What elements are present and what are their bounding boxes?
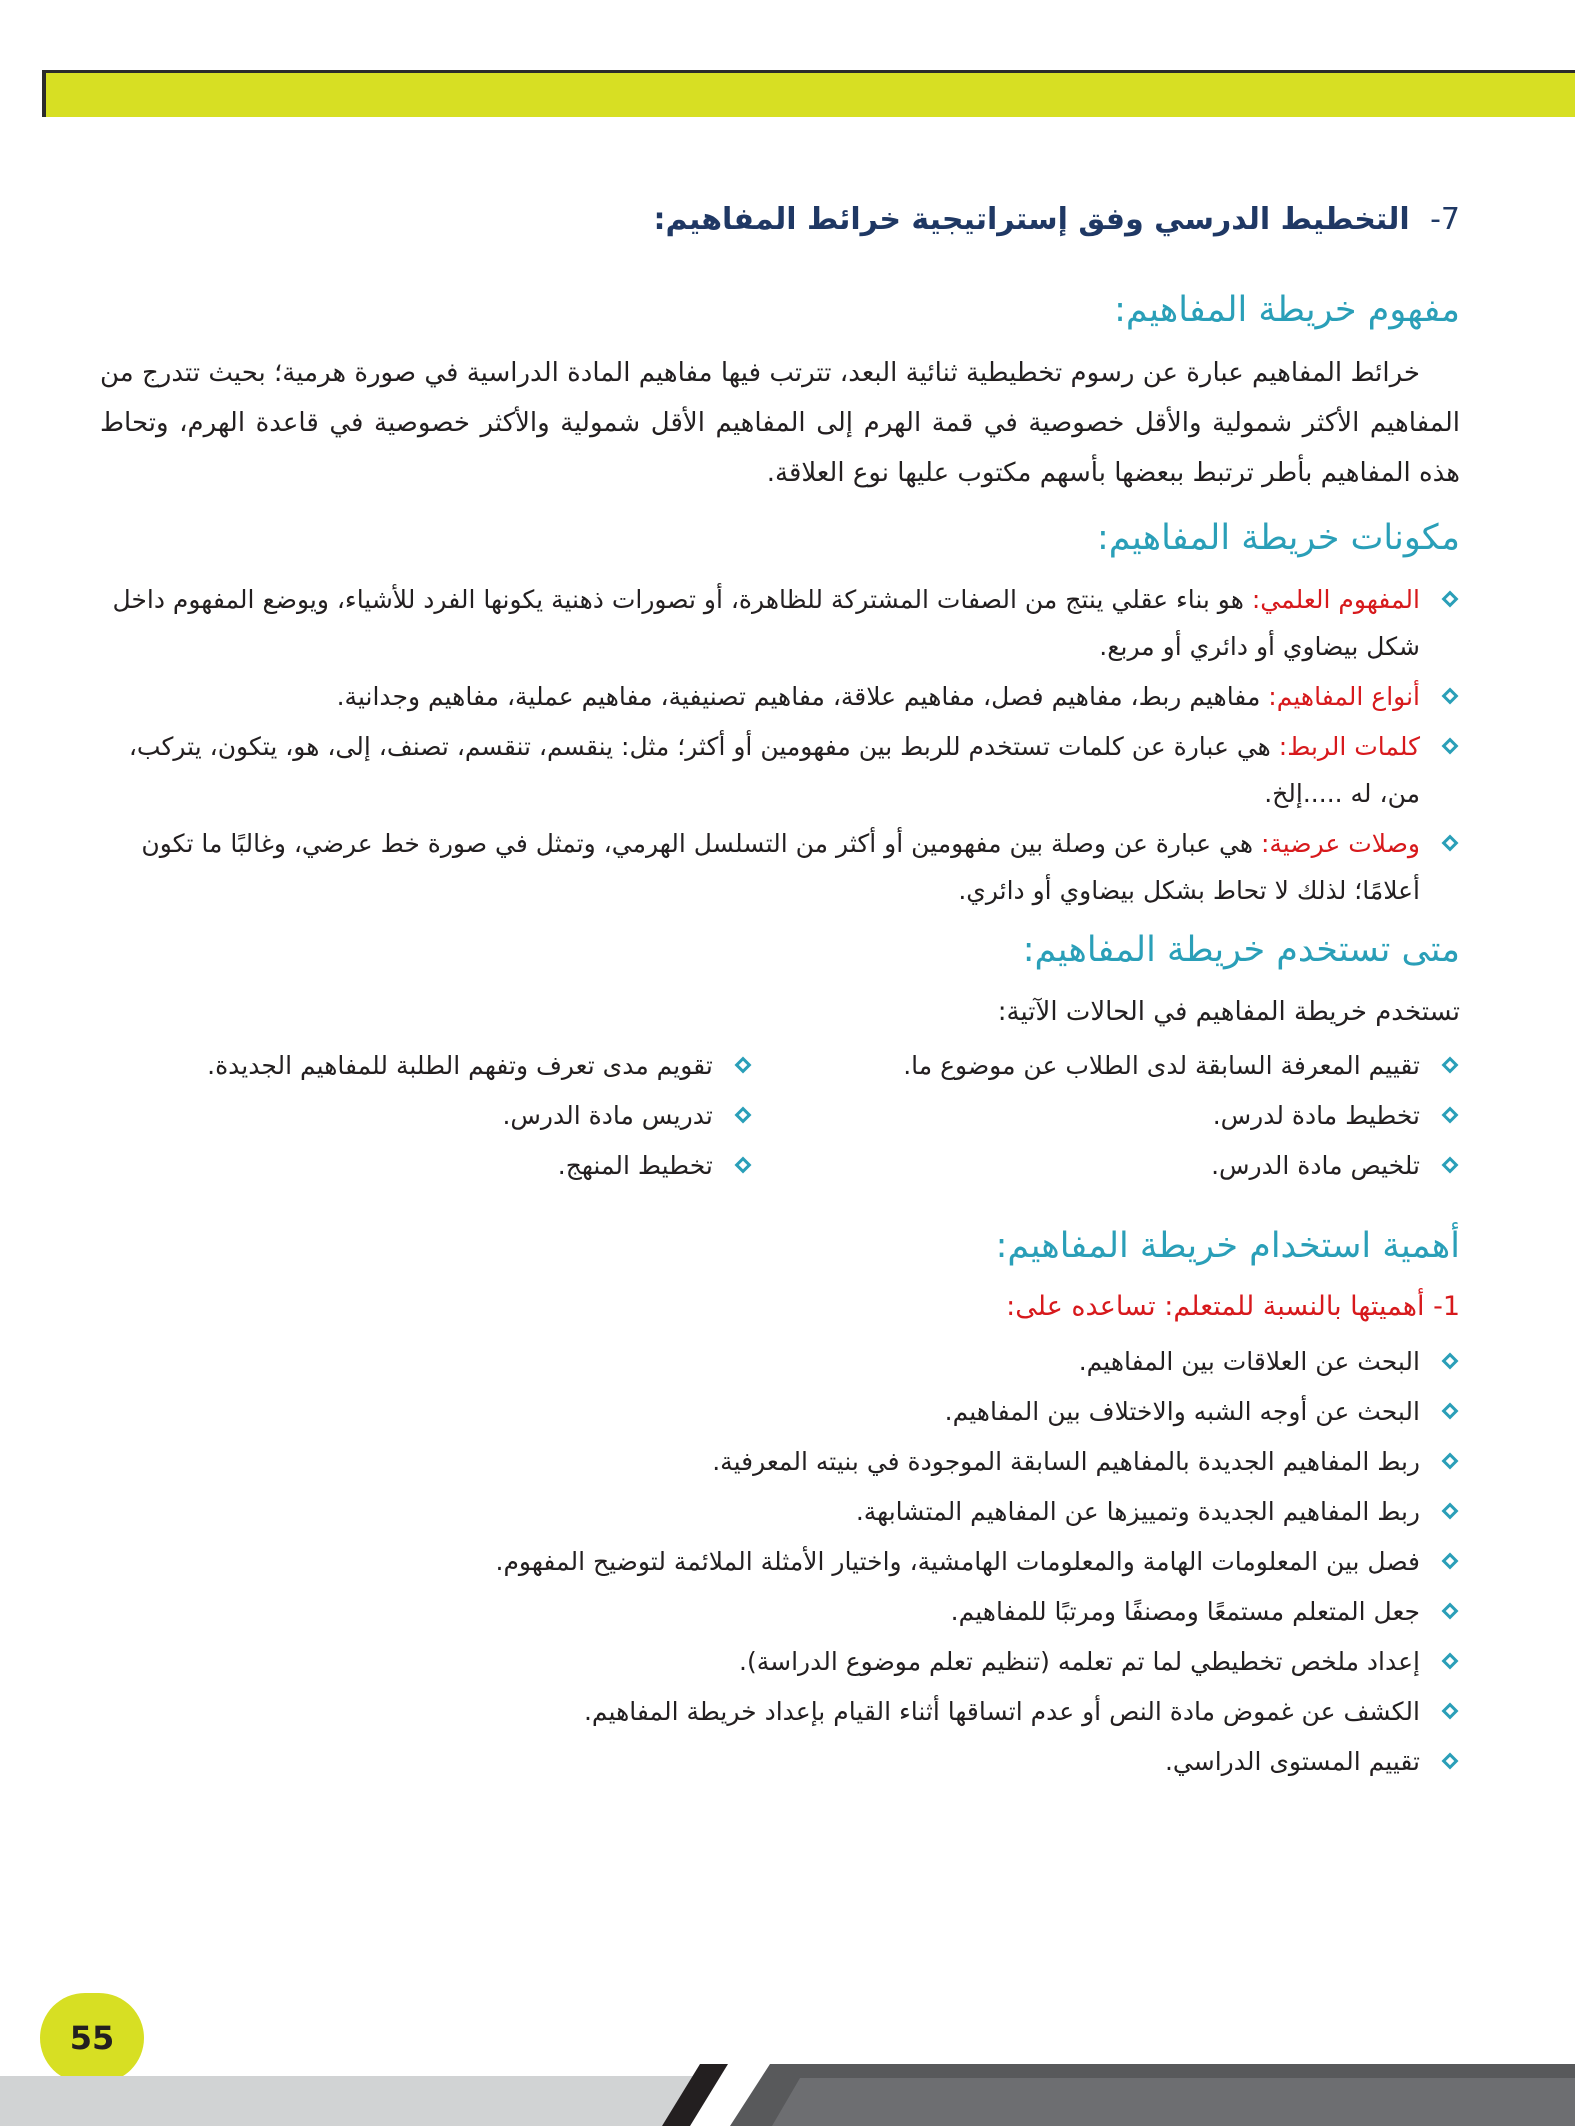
item-text: الكشف عن غموض مادة النص أو عدم اتساقها أثناء القيام بإعداد خريطة المفاهيم. bbox=[583, 1697, 1420, 1726]
item-text: هو بناء عقلي ينتج من الصفات المشتركة للظاهرة، أو تصورات ذهنية يكونها الفرد للأشياء، ويوضع المفهوم داخل شكل بيضاوي أو دائري أو مربع. bbox=[112, 585, 1420, 661]
when-intro: تستخدم خريطة المفاهيم في الحالات الآتية: bbox=[997, 997, 1460, 1027]
list-item bbox=[100, 1688, 1460, 1735]
section-title-components: مكونات خريطة المفاهيم: bbox=[1096, 518, 1460, 558]
list-item bbox=[100, 1488, 1460, 1535]
bullet-icon bbox=[1442, 1653, 1459, 1670]
bullet-icon bbox=[1442, 591, 1459, 608]
bullet-icon bbox=[1442, 1157, 1459, 1174]
item-text: تدريس مادة الدرس. bbox=[502, 1101, 713, 1130]
item-text: البحث عن أوجه الشبه والاختلاف بين المفاهيم. bbox=[944, 1397, 1420, 1426]
importance-subtitle: 1- أهميتها بالنسبة للمتعلم: تساعده على: bbox=[1006, 1291, 1460, 1322]
list-item bbox=[100, 1638, 1460, 1685]
item-text: ربط المفاهيم الجديدة وتمييزها عن المفاهيم المتشابهة. bbox=[855, 1497, 1420, 1526]
list-item bbox=[100, 673, 1460, 720]
bullet-icon bbox=[1442, 738, 1459, 755]
section-title-when: متى تستخدم خريطة المفاهيم: bbox=[1022, 930, 1460, 970]
item-text: إعداد ملخص تخطيطي لما تم تعلمه (تنظيم تعلم موضوع الدراسة). bbox=[739, 1647, 1420, 1676]
title-text: التخطيط الدرسي وفق إستراتيجية خرائط المفاهيم: bbox=[653, 202, 1410, 237]
header-rule bbox=[42, 70, 1575, 73]
list-item bbox=[100, 1142, 753, 1189]
item-label: كلمات الربط: bbox=[1278, 732, 1420, 761]
bullet-icon bbox=[1442, 1503, 1459, 1520]
item-text: تقويم مدى تعرف وتفهم الطلبة للمفاهيم الجديدة. bbox=[207, 1051, 713, 1080]
list-item bbox=[807, 1142, 1460, 1189]
item-text: البحث عن العلاقات بين المفاهيم. bbox=[1078, 1347, 1420, 1376]
bullet-icon bbox=[1442, 1703, 1459, 1720]
bullet-icon bbox=[1442, 1107, 1459, 1124]
item-text: تخطيط مادة لدرس. bbox=[1212, 1101, 1420, 1130]
title-number: 7- bbox=[1430, 202, 1460, 237]
bullet-icon bbox=[1442, 1553, 1459, 1570]
item-text: تقييم المعرفة السابقة لدى الطلاب عن موضوع ما. bbox=[903, 1051, 1420, 1080]
list-item bbox=[100, 1738, 1460, 1785]
footer-light-band bbox=[772, 2078, 1575, 2126]
list-item bbox=[807, 1042, 1460, 1089]
footer-gray-band bbox=[0, 2076, 720, 2126]
bullet-icon bbox=[734, 1107, 751, 1124]
item-text: تقييم المستوى الدراسي. bbox=[1164, 1747, 1420, 1776]
item-text: هي عبارة عن كلمات تستخدم للربط بين مفهومين أو أكثر؛ مثل: ينقسم، تنقسم، تصنف، إلى، هو، يتكون، يتركب، من، له .....إلخ. bbox=[128, 732, 1420, 808]
bullet-icon bbox=[1442, 1603, 1459, 1620]
list-item bbox=[100, 1588, 1460, 1635]
item-text: جعل المتعلم مستمعًا ومصنفًا ومرتبًا للمفاهيم. bbox=[950, 1597, 1420, 1626]
components-list bbox=[100, 576, 1460, 914]
header-accent-bar bbox=[42, 70, 1575, 117]
list-item bbox=[100, 1438, 1460, 1485]
list-item bbox=[100, 1538, 1460, 1585]
list-item bbox=[100, 1092, 753, 1139]
bullet-icon bbox=[734, 1157, 751, 1174]
list-item bbox=[100, 723, 1460, 817]
bullet-icon bbox=[1442, 1753, 1459, 1770]
list-item bbox=[100, 820, 1460, 914]
section-title-definition: مفهوم خريطة المفاهيم: bbox=[1114, 290, 1460, 330]
list-item bbox=[100, 1388, 1460, 1435]
definition-paragraph: خرائط المفاهيم عبارة عن رسوم تخطيطية ثنائية البعد، تترتب فيها مفاهيم المادة الدراسية في صورة هرمية؛ بحيث تتدرج من المفاهيم الأكثر شمولية والأقل خصوصية في قمة الهرم إلى المفاهيم الأقل شمولية والأكثر خصوصية في قاعدة الهرم، وتحاط هذه المفاهيم بأطر ترتبط ببعضها بأسهم مكتوب عليها نوع العلاقة. bbox=[100, 358, 1460, 488]
when-list-left bbox=[100, 1042, 753, 1192]
page-content bbox=[100, 196, 1460, 1795]
item-label: أنواع المفاهيم: bbox=[1268, 682, 1420, 711]
item-text: ربط المفاهيم الجديدة بالمفاهيم السابقة الموجودة في بنيته المعرفية. bbox=[712, 1447, 1420, 1476]
section-title-importance: أهمية استخدام خريطة المفاهيم: bbox=[995, 1226, 1460, 1266]
bullet-icon bbox=[734, 1057, 751, 1074]
page-title bbox=[100, 196, 1460, 244]
list-item bbox=[807, 1092, 1460, 1139]
item-label: وصلات عرضية: bbox=[1260, 829, 1420, 858]
list-item bbox=[100, 1042, 753, 1089]
item-label: المفهوم العلمي: bbox=[1251, 585, 1420, 614]
footer-stripes bbox=[0, 2064, 1575, 2126]
when-columns bbox=[100, 1042, 1460, 1202]
bullet-icon bbox=[1442, 1057, 1459, 1074]
item-text: تخطيط المنهج. bbox=[557, 1151, 713, 1180]
importance-list bbox=[100, 1338, 1460, 1785]
bullet-icon bbox=[1442, 688, 1459, 705]
list-item bbox=[100, 576, 1460, 670]
item-text: فصل بين المعلومات الهامة والمعلومات الهامشية، واختيار الأمثلة الملائمة لتوضيح المفهوم. bbox=[495, 1547, 1420, 1576]
item-text: تلخيص مادة الدرس. bbox=[1211, 1151, 1420, 1180]
bullet-icon bbox=[1442, 1403, 1459, 1420]
list-item bbox=[100, 1338, 1460, 1385]
page-number-badge: 55 bbox=[40, 1993, 144, 2083]
bullet-icon bbox=[1442, 835, 1459, 852]
bullet-icon bbox=[1442, 1353, 1459, 1370]
when-list-right bbox=[807, 1042, 1460, 1192]
item-text: هي عبارة عن وصلة بين مفهومين أو أكثر من التسلسل الهرمي، وتمثل في صورة خط عرضي، وغالبًا ما تكون أعلامًا؛ لذلك لا تحاط بشكل بيضاوي أو دائري. bbox=[141, 829, 1420, 905]
bullet-icon bbox=[1442, 1453, 1459, 1470]
item-text: مفاهيم ربط، مفاهيم فصل، مفاهيم علاقة، مفاهيم تصنيفية، مفاهيم عملية، مفاهيم وجدانية. bbox=[336, 682, 1269, 711]
